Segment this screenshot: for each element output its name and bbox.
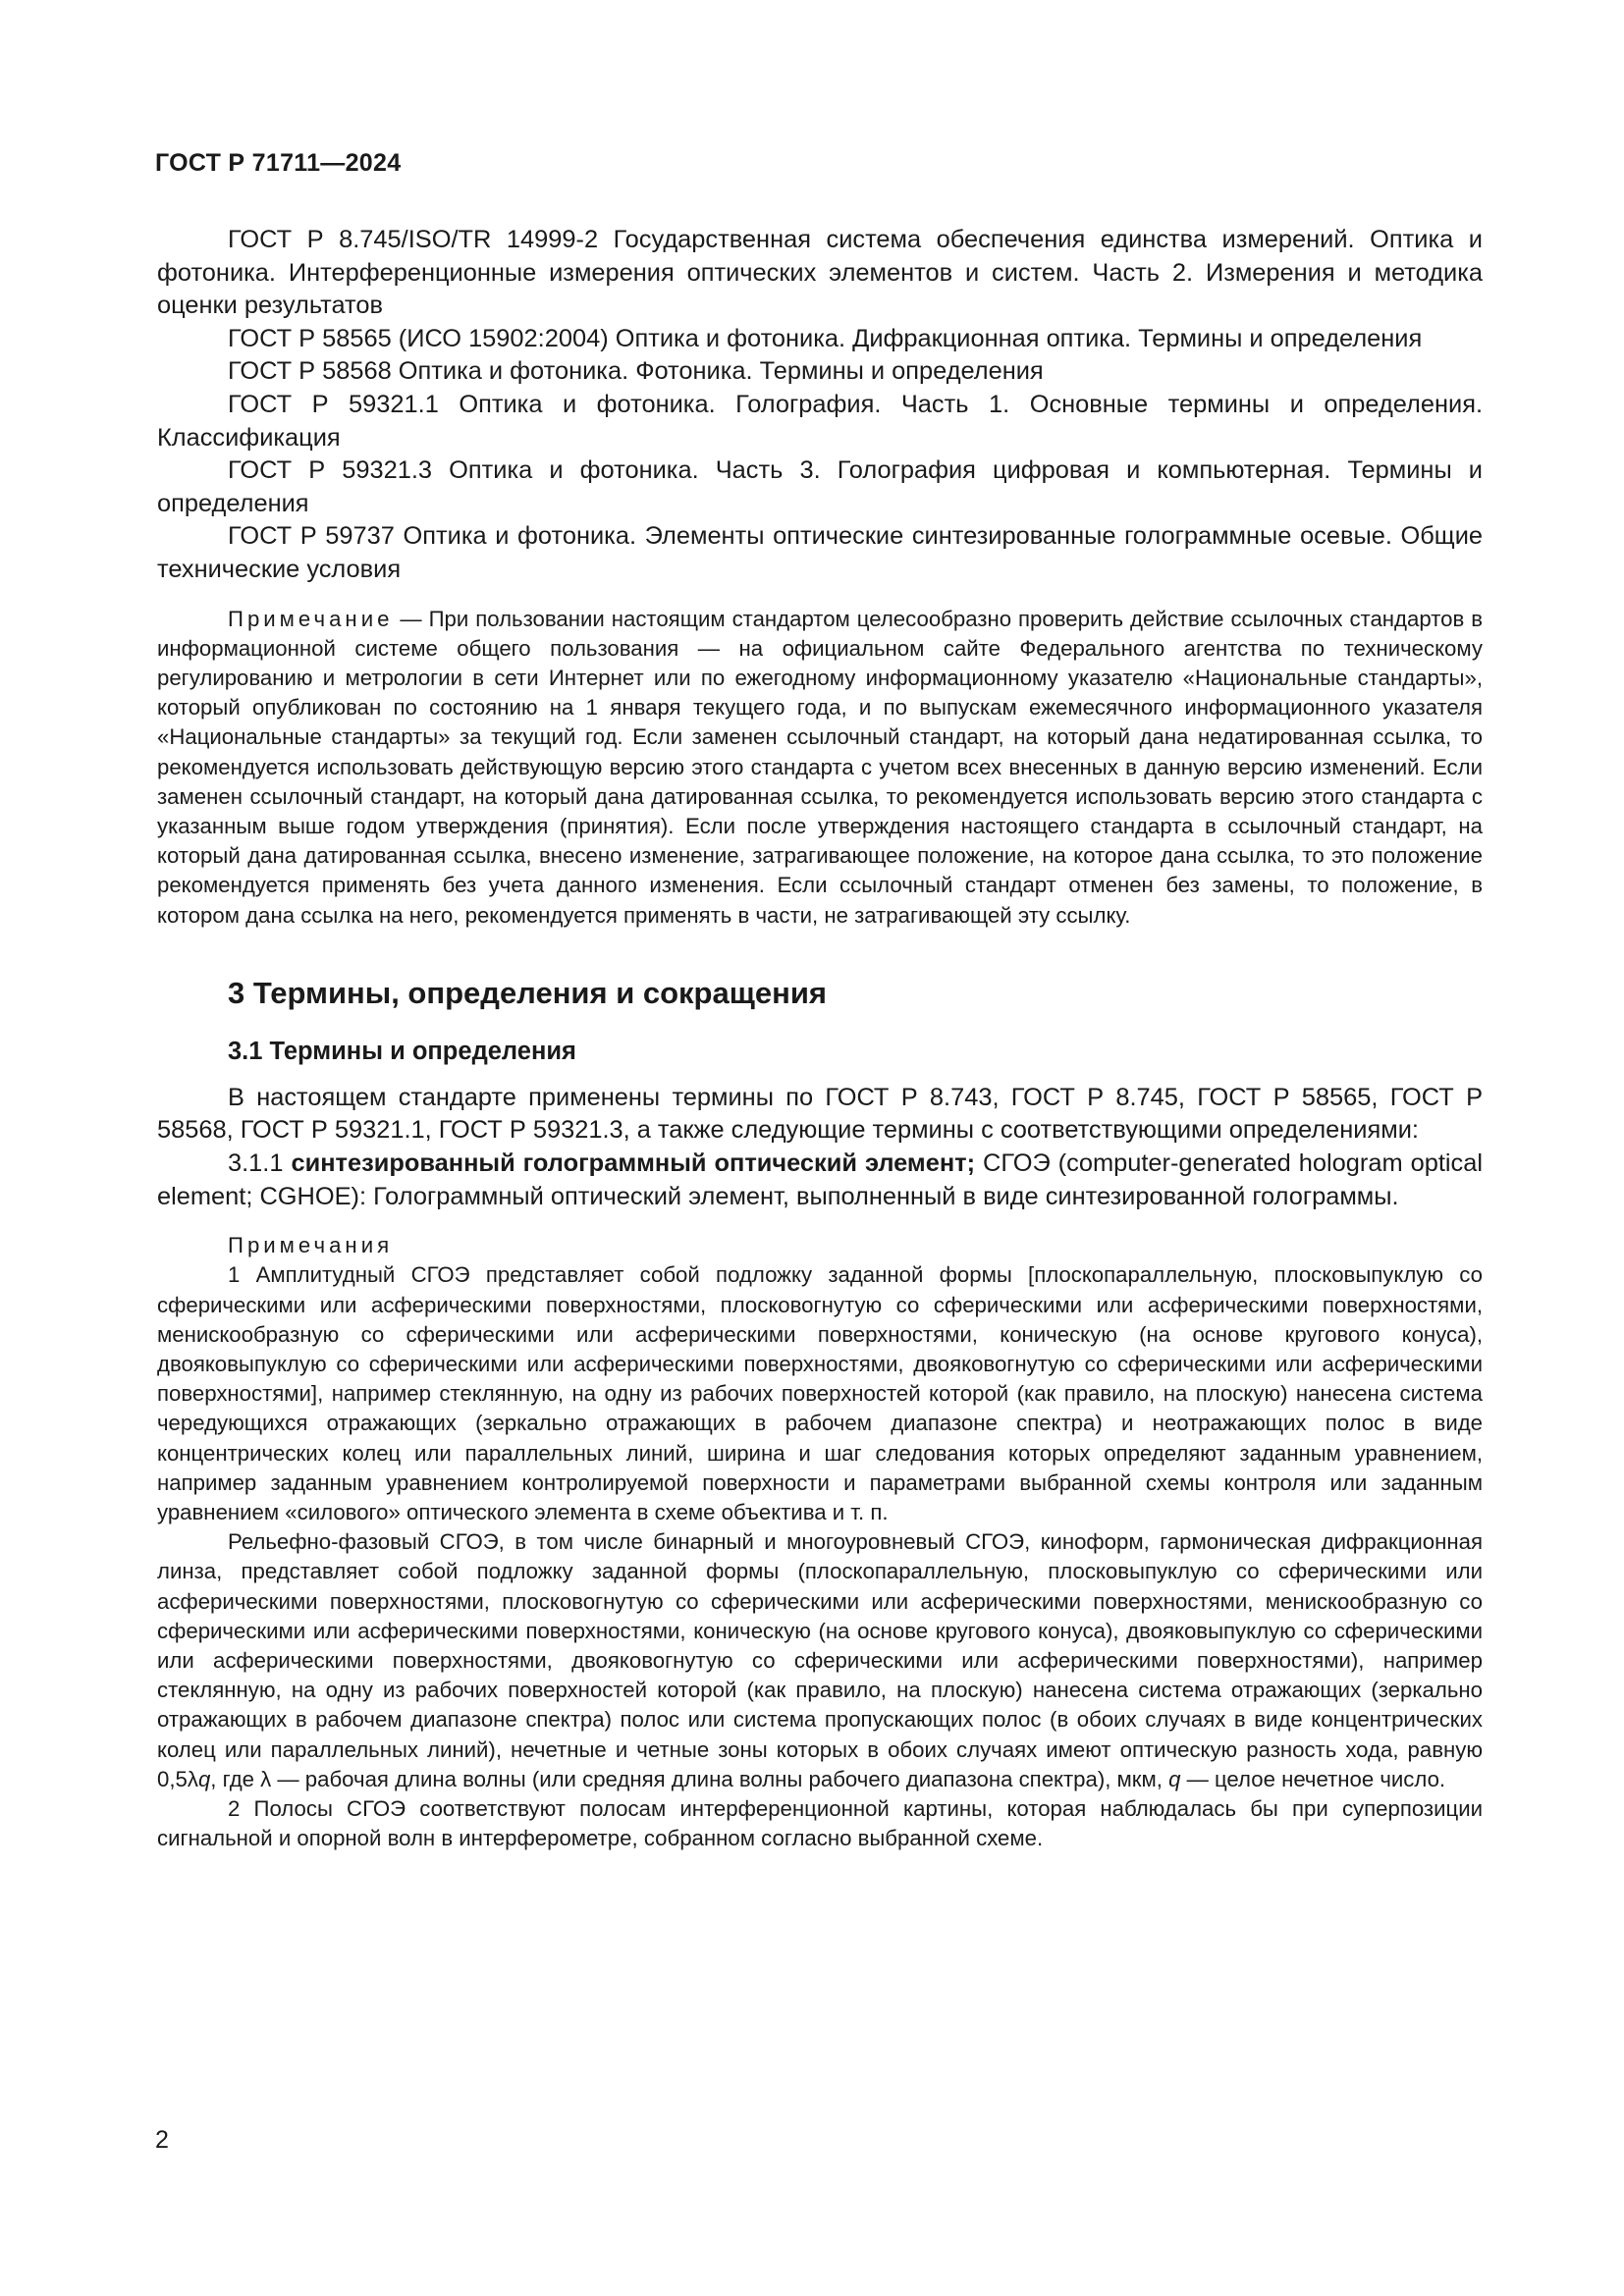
references-note [157,605,1483,931]
page-content [157,224,1483,1853]
section-title: 3 Термины, определения и сокращения [228,975,827,1010]
note-item: 1 Амплитудный СГОЭ представляет собой подложку заданной формы [плоскопараллельную, плосковыпуклую со сферическими или асферическими поверхностями, плосковогнутую со сферическими или асферическими поверхностями, менискообразную со сферическими или асферическими поверхностями, коническую (на основе кругового конуса), двояковыпуклую со сферическими или асферическими поверхностями, двояковогнутую со сферическими или асферическими поверхностями], например стеклянную, на одну из рабочих поверхностей которой (как правило, на плоскую) нанесена система чередующихся отражающих (зеркально отражающих в рабочем диапазоне спектра) и неотражающих полос в виде концентрических колец или параллельных линий, ширина и шаг следования которых определяют заданным уравнением, например заданным уравнением контролируемой поверхности и параметрами выбранной схемы контроля или заданным уравнением «силового» оптического элемента в схеме объектива и т. п. [157,1262,1483,1524]
note-item: Рельефно-фазовый СГОЭ, в том числе бинарный и многоуровневый СГОЭ, киноформ, гармоническая дифракционная линза, представляет собой подложку заданной формы (плоскопараллельную, плосковыпуклую со сферическими или асферическими поверхностями, плосковогнутую со сферическими или асферическими поверхностями, менискообразную со сферическими или асферическими поверхностями, коническую (на основе кругового конуса), двояковыпуклую со сферическими или асферическими поверхностями, двояковогнутую со сферическими или асферическими поверхностями), например стеклянную, на одну из рабочих поверхностей которой (как правило, на плоскую) нанесена система отражающих (зеркально отражающих в рабочем диапазоне спектра) полос или система пропускающих полос (в обоих случаях в виде концентрических колец или параллельных линий), нечетные и четные зоны которых в обоих случаях имеют оптическую разность хода, равную 0,5λq, где λ — рабочая длина волны (или средняя длина волны рабочего диапазона спектра), мкм, q — целое нечетное число. [157,1529,1483,1791]
reference-item: ГОСТ Р 59321.3 Оптика и фотоника. Часть 3. Голография цифровая и компьютерная. Термины и определения [157,456,1483,517]
note-item: 2 Полосы СГОЭ соответствуют полосам интерференционной картины, которая наблюдалась бы при суперпозиции сигнальной и опорной волн в интерферометре, собранном согласно выбранной схеме. [157,1796,1483,1851]
term-number: 3.1.1 [228,1148,292,1177]
term-entry [157,1148,1483,1213]
term-definition: СГОЭ (computer-generated hologram optical element; CGHOE): Голограммный оптический элемент, выполненный в виде синтезированной голограммы. [157,1148,1484,1210]
term-name: синтезированный голограммный оптический элемент; [291,1148,976,1177]
reference-item: ГОСТ Р 59321.1 Оптика и фотоника. Голография. Часть 1. Основные термины и определения. Классификация [157,390,1483,452]
note-label: Примечание [228,606,394,631]
note-text: — При пользовании настоящим стандартом целесообразно проверить действие ссылочных стандартов в информационной системе общего пользования — на официальном сайте Федерального агентства по техническому регулированию и метрологии в сети Интернет или по ежегодному информационному указателю «Национальные стандарты», который опубликован по состоянию на 1 января текущего года, и по выпускам ежемесячного информационного указателя «Национальные стандарты» за текущий год. Если заменен ссылочный стандарт, на который дана недатированная ссылка, то рекомендуется использовать действующую версию этого стандарта с учетом всех внесенных в данную версию изменений. Если заменен ссылочный стандарт, на который дана датированная ссылка, то рекомендуется использовать версию этого стандарта с указанным выше годом утверждения (принятия). Если после утверждения настоящего стандарта в ссылочный стандарт, на который дана датированная ссылка, внесено изменение, затрагивающее положение, на которое дана ссылка, то это положение рекомендуется применять без учета данного изменения. Если ссылочный стандарт отменен без замены, то положение, в котором дана ссылка на него, рекомендуется применять в части, не затрагивающей эту ссылку. [157,606,1483,928]
document-code-header: ГОСТ Р 71711—2024 [155,149,402,177]
notes-title: Примечания [228,1233,394,1258]
terms-intro: В настоящем стандарте применены термины по ГОСТ Р 8.743, ГОСТ Р 8.745, ГОСТ Р 58565, ГОСТ Р 58568, ГОСТ Р 59321.1, ГОСТ Р 59321.3, а также следующие термины с соответствующими определениями: [157,1083,1483,1145]
reference-item: ГОСТ Р 58568 Оптика и фотоника. Фотоника. Термины и определения [228,357,1044,386]
reference-item: ГОСТ Р 59737 Оптика и фотоника. Элементы оптические синтезированные голограммные осевые. Общие технические условия [157,522,1483,583]
reference-item: ГОСТ Р 58565 (ИСО 15902:2004) Оптика и фотоника. Дифракционная оптика. Термины и определения [228,324,1423,352]
subsection-title: 3.1 Термины и определения [228,1037,576,1065]
page-number: 2 [155,2126,169,2154]
reference-item: ГОСТ Р 8.745/ISO/TR 14999-2 Государственная система обеспечения единства измерений. Оптика и фотоника. Интерференционные измерения оптических элементов и систем. Часть 2. Измерения и методика оценки результатов [157,226,1483,320]
